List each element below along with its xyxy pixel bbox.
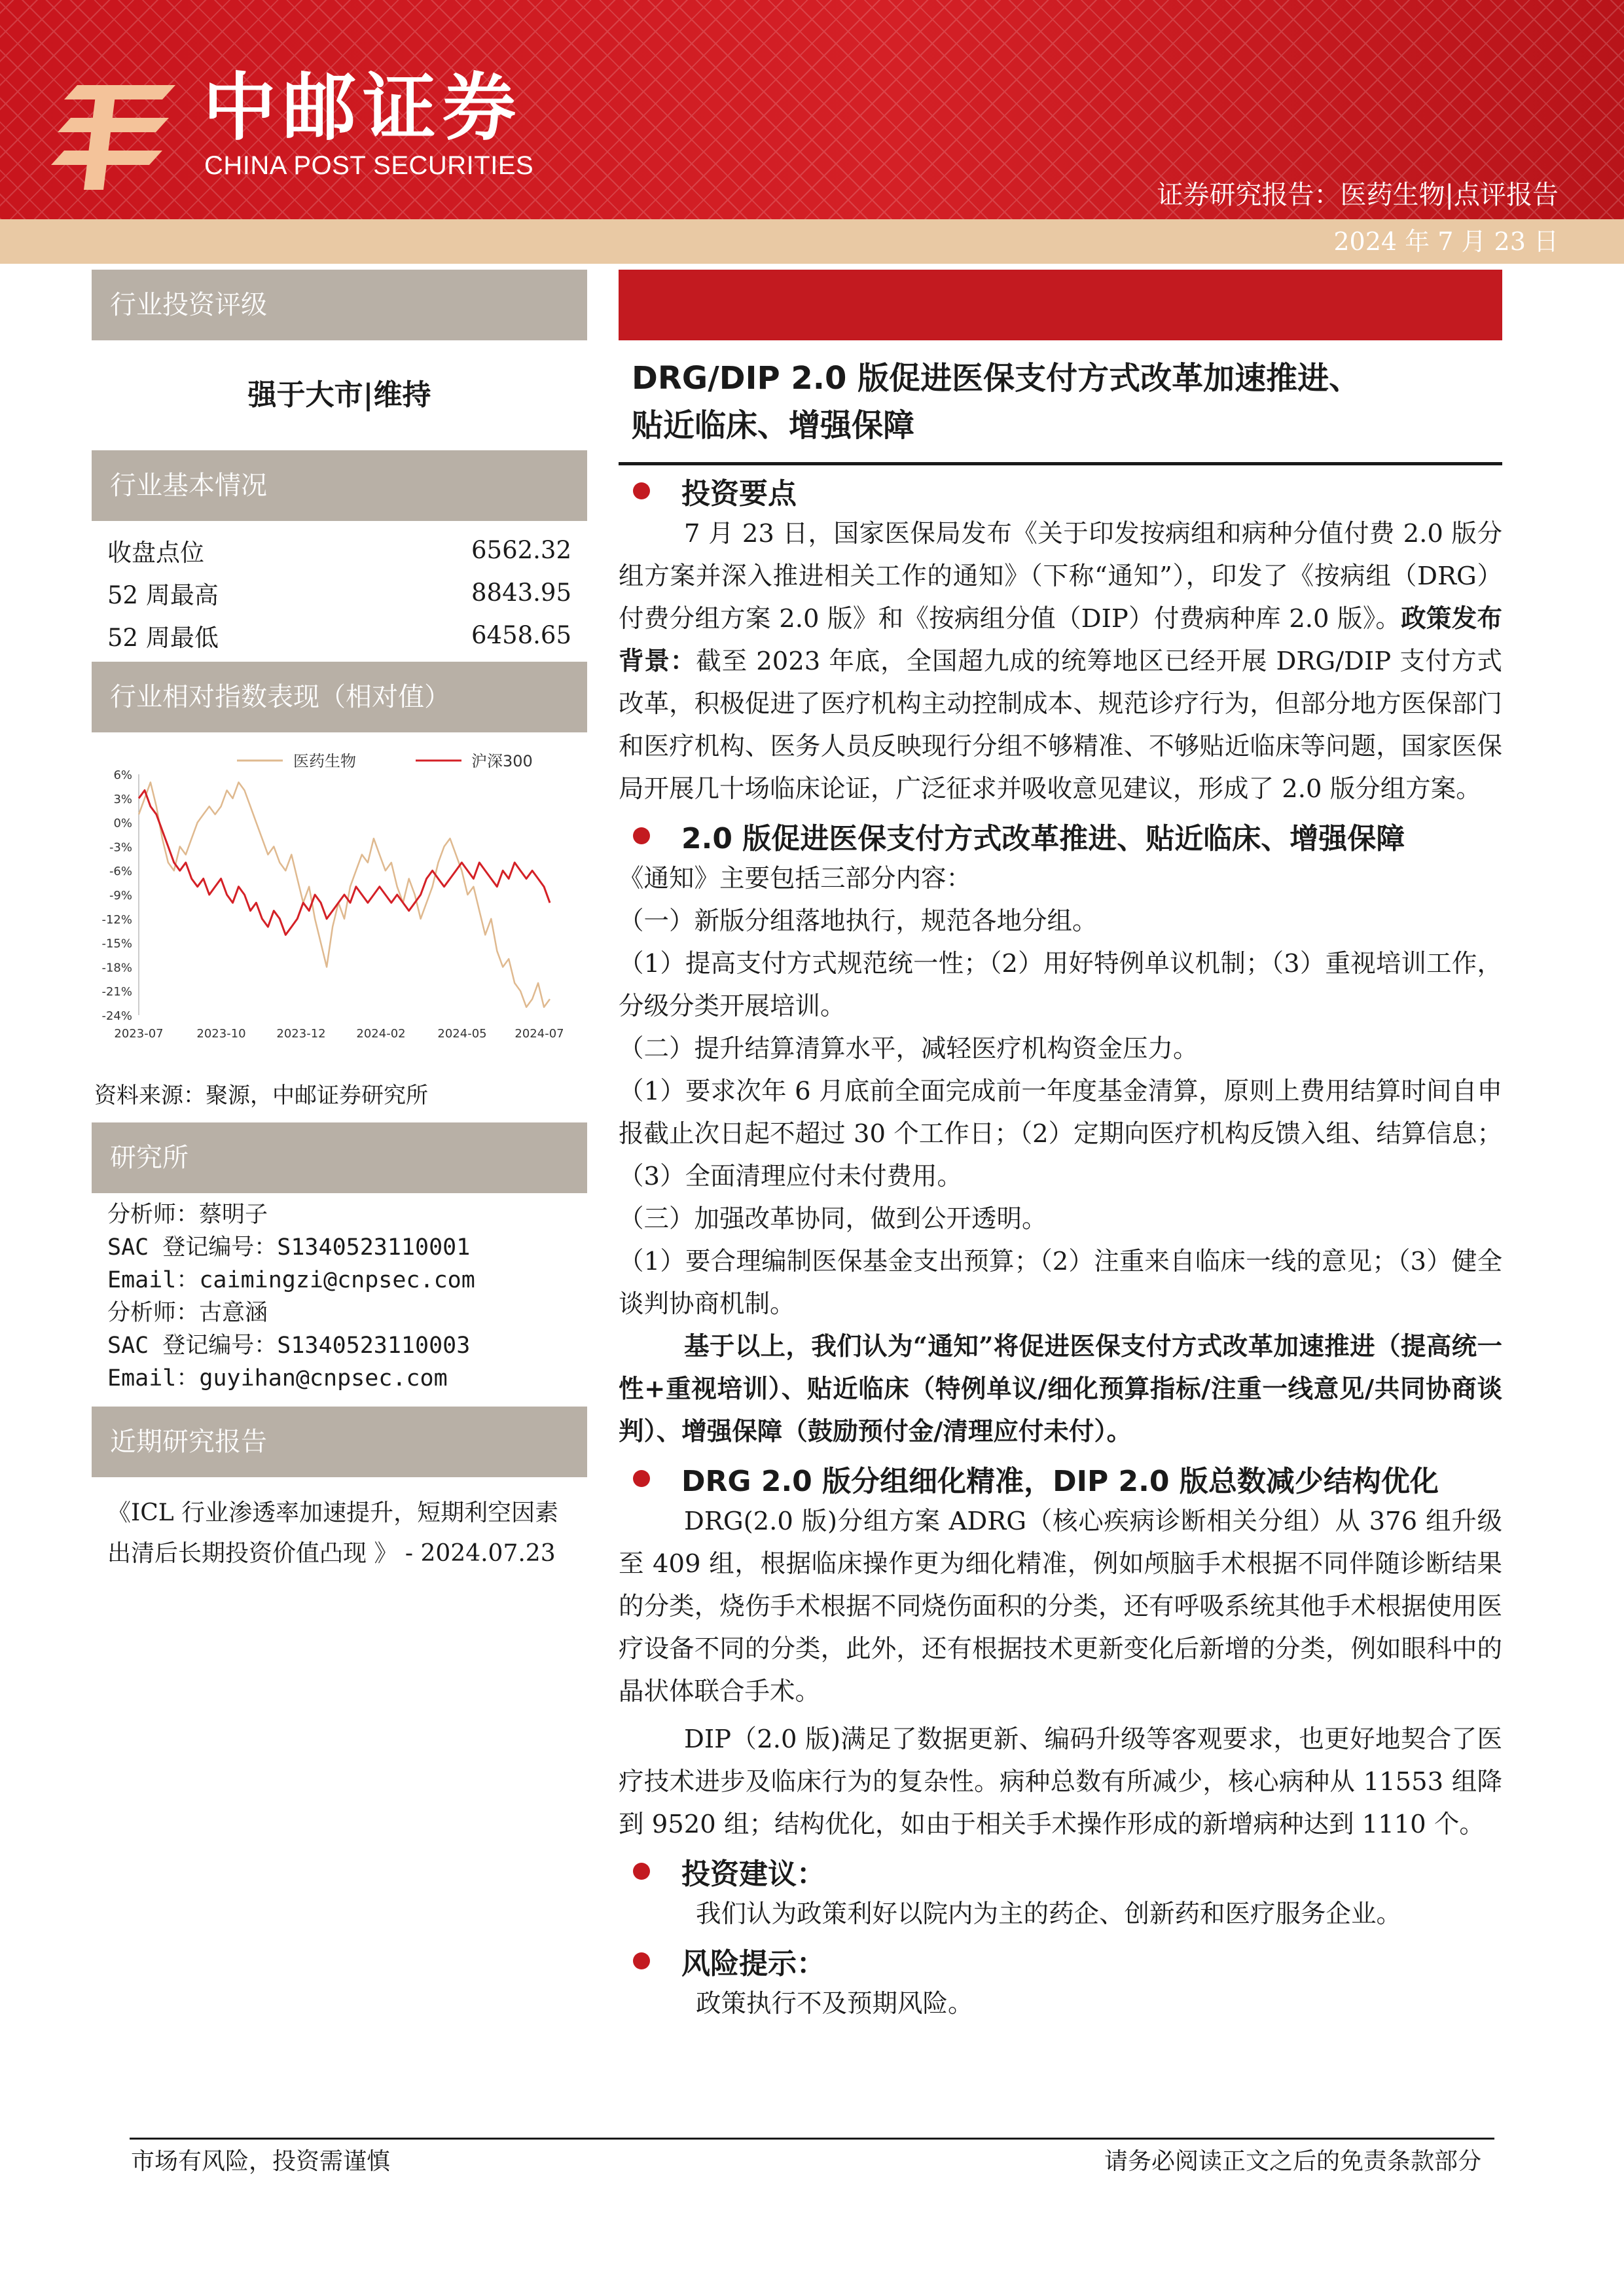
x-tick-label: 2023-07 [114, 1027, 164, 1041]
stat-label: 52 周最高 [107, 581, 219, 609]
analyst-info [92, 1193, 587, 1407]
section-title: 2.0 版促进医保支付方式改革推进、贴近临床、增强保障 [681, 822, 1405, 855]
y-tick-label: 0% [113, 816, 132, 831]
y-tick-label: -18% [101, 961, 132, 975]
analyst-line: SAC 登记编号：S1340523110001 [107, 1234, 471, 1261]
brand-name-en: CHINA POST SECURITIES [204, 151, 534, 180]
stat-value: 6458.65 [471, 621, 571, 649]
y-tick-label: -15% [101, 937, 132, 951]
chart-source: 资料来源：聚源，中邮证券研究所 [94, 1083, 428, 1109]
conclusion-paragraph: 基于以上，我们认为“通知”将促进医保支付方式改革加速推进（提高统一性+重视培训）、贴近临床（特例单议/细化预算指标/注重一线意见/共同协商谈判）、增强保障（鼓励预付金/清理应付未付）。 [619, 1332, 1502, 1446]
title-divider [619, 462, 1502, 465]
analyst-line: SAC 登记编号：S1340523110003 [107, 1333, 471, 1359]
footer-divider [130, 2138, 1494, 2140]
x-tick-label: 2024-02 [356, 1027, 406, 1041]
text-line: （二）提升结算清算水平，减轻医疗机构资金压力。 [619, 1034, 1199, 1064]
x-tick-label: 2023-10 [196, 1027, 246, 1041]
paragraph-text: 7 月 23 日，国家医保局发布《关于印发按病组和病种分值付费 2.0 版分组方案并深入推进相关工作的通知》（下称“通知”），印发了《按病组（DRG）付费分组方案 2.0 版》和《按病组分值（DIP）付费病种库 2.0 版》。 [619, 519, 1502, 634]
analyst-email[interactable]: Email：caimingzi@cnpsec.com [107, 1267, 475, 1293]
y-tick-label: -24% [101, 1009, 132, 1023]
section-heading [619, 469, 1502, 512]
stat-value: 6562.32 [471, 536, 571, 564]
analyst-line: 分析师：古意涵 [107, 1300, 268, 1326]
title-line: 贴近临床、增强保障 [632, 407, 915, 444]
section-heading [619, 1939, 1502, 1982]
text-line: （三）加强改革协同，做到公开透明。 [619, 1204, 1047, 1234]
bullet-icon [633, 827, 650, 844]
performance-heading: 行业相对指数表现（相对值） [92, 662, 587, 732]
analyst-line: 分析师：蔡明子 [107, 1202, 268, 1228]
stats-row [92, 614, 587, 656]
title-bar [619, 270, 1502, 340]
section-text: 政策执行不及预期风险。 [696, 1989, 973, 2018]
x-tick-label: 2024-07 [514, 1027, 564, 1041]
y-tick-label: -12% [101, 912, 132, 927]
section-title: 投资要点 [681, 477, 797, 511]
section-paragraph: DRG(2.0 版)分组方案 ADRG（核心疾病诊断相关分组）从 376 组升级至 409 组，根据临床操作更为细化精准，例如颅脑手术根据不同伴随诊断结果的分类，烧伤手术根据不同烧伤面积的分类，还有呼吸系统其他手术根据使用医疗设备不同的分类，此外，还有根据技术更新变化后新增的分类，例如眼科中的晶状体联合手术。 [619, 1507, 1502, 1706]
stat-label: 收盘点位 [107, 538, 204, 567]
brand-name-cn: 中邮证券 [203, 65, 522, 151]
date-bar [0, 219, 1624, 264]
stat-value: 8843.95 [471, 579, 571, 607]
section-title: 投资建议： [681, 1857, 825, 1891]
industry-rating: 强于大市|维持 [247, 378, 431, 412]
section-paragraph: DIP（2.0 版)满足了数据更新、编码升级等客观要求，也更好地契合了医疗技术进步及临床行为的复杂性。病种总数有所减少，核心病种从 11553 组降到 9520 组；结构优化，如由于相关手术操作形成的新增病种达到 1110 个。 [619, 1725, 1502, 1839]
section-heading [619, 814, 1502, 857]
stats-table [92, 521, 587, 656]
china-post-logo-icon [51, 65, 189, 196]
x-tick-label: 2024-05 [437, 1027, 487, 1041]
bullet-icon [633, 482, 650, 499]
section-paragraph [619, 512, 1502, 810]
chart-svg [92, 732, 587, 1073]
text-line: 《通知》主要包括三部分内容： [619, 864, 972, 893]
header-banner [0, 0, 1624, 219]
main-content [619, 270, 1502, 2025]
footer-disclaimer-note: 请务必阅读正文之后的免责条款部分 [1104, 2148, 1481, 2175]
footer-risk-note: 市场有风险，投资需谨慎 [131, 2148, 391, 2175]
paragraph-text: 截至 2023 年底，全国超九成的统筹地区已经开展 DRG/DIP 支付方式改革，积极促进了医疗机构主动控制成本、规范诊疗行为，但部分地方医保部门和医疗机构、医务人员反映现行分组不够精准、不够贴近临床等问题，国家医保局开展几十场临床论证，广泛征求并吸收意见建议，形成了 2.0 版分组方案。 [619, 647, 1502, 804]
bullet-icon [633, 1952, 650, 1969]
text-paragraph: （1）要合理编制医保基金支出预算；（2）注重来自临床一线的意见；（3）健全谈判协商机制。 [619, 1247, 1502, 1319]
recent-reports-heading: 近期研究报告 [92, 1407, 587, 1477]
section-heading [619, 1850, 1502, 1893]
basic-info-heading: 行业基本情况 [92, 450, 587, 521]
stats-row [92, 571, 587, 614]
y-tick-label: -3% [109, 840, 132, 855]
y-tick-label: -21% [101, 985, 132, 999]
title-line: DRG/DIP 2.0 版促进医保支付方式改革加速推进、 [632, 360, 1361, 397]
text-paragraph: （1）要求次年 6 月底前全面完成前一年度基金清算，原则上费用结算时间自申报截止次日起不超过 30 个工作日；（2）定期向医疗机构反馈入组、结算信息；（3）全面清理应付未付费用。 [619, 1077, 1502, 1191]
report-type: 证券研究报告：医药生物|点评报告 [1157, 180, 1559, 210]
report-title [619, 355, 1502, 449]
research-heading: 研究所 [92, 1122, 587, 1193]
section-title: 风险提示： [681, 1947, 825, 1981]
stat-label: 52 周最低 [107, 623, 219, 652]
bullet-icon [633, 1863, 650, 1880]
bullet-icon [633, 1470, 650, 1487]
analyst-email[interactable]: Email：guyihan@cnpsec.com [107, 1365, 448, 1391]
y-tick-label: 6% [113, 768, 132, 782]
stats-row [92, 529, 587, 571]
recent-report-link[interactable]: 《ICL 行业渗透率加速提升，短期利空因素出清后长期投资价值凸现 》 - 2024.07.23 [107, 1499, 559, 1567]
section-heading [619, 1457, 1502, 1500]
text-line: （一）新版分组落地执行，规范各地分组。 [619, 906, 1098, 936]
report-date: 2024 年 7 月 23 日 [1333, 227, 1559, 256]
section-text: 我们认为政策利好以院内为主的药企、创新药和医疗服务企业。 [696, 1899, 1402, 1929]
bold-label: 政策发布背景： [619, 604, 1502, 676]
y-tick-label: -9% [109, 889, 132, 903]
series-line-csi300 [139, 791, 550, 935]
text-paragraph: （1）提高支付方式规范统一性；（2）用好特例单议机制；（3）重视培训工作，分级分类开展培训。 [619, 949, 1502, 1021]
legend-label-csi300: 沪深300 [471, 752, 533, 770]
x-tick-label: 2023-12 [276, 1027, 326, 1041]
relative-index-chart [92, 732, 587, 1073]
y-tick-label: 3% [113, 792, 132, 806]
section-title: DRG 2.0 版分组细化精准，DIP 2.0 版总数减少结构优化 [681, 1465, 1439, 1498]
y-tick-label: -6% [109, 865, 132, 879]
sidebar [92, 270, 587, 1574]
rating-heading: 行业投资评级 [92, 270, 587, 340]
legend-label-pharma: 医药生物 [293, 752, 356, 770]
